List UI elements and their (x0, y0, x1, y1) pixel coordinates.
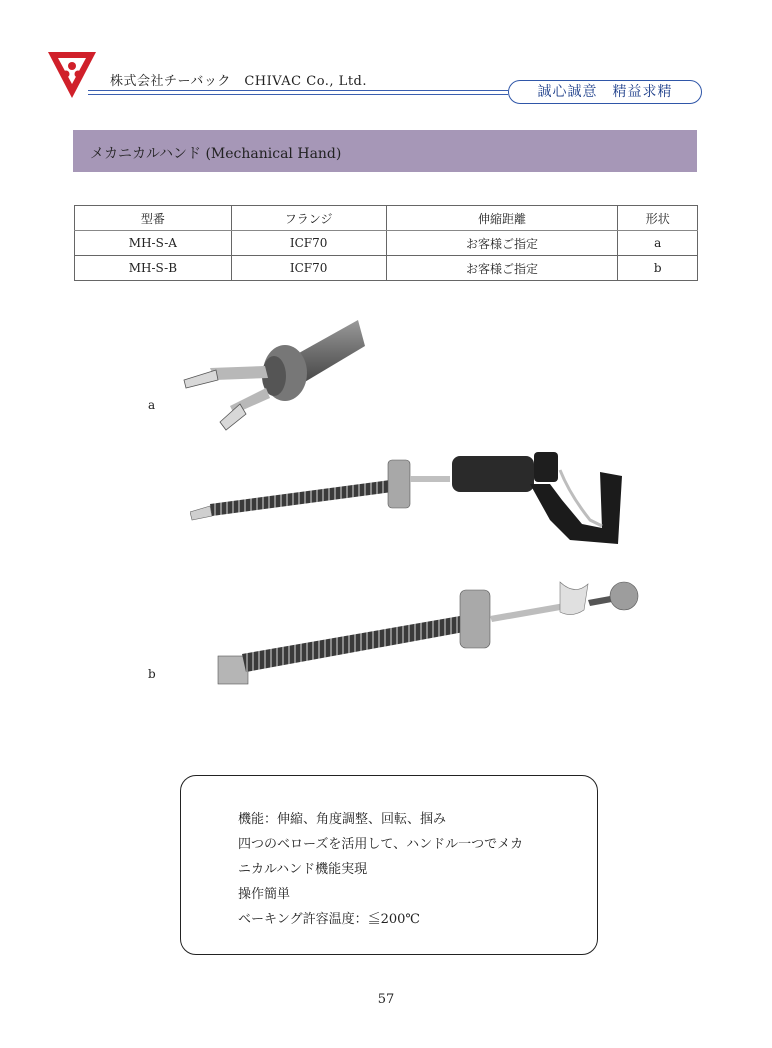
gripper-closeup-illustration (170, 318, 370, 438)
column-header: フランジ (231, 206, 386, 231)
table-header-row (75, 206, 698, 231)
spec-table (74, 205, 698, 281)
feature-line: ベーキング許容温度：≦200℃ (238, 912, 420, 927)
figure-label-b: b (148, 667, 156, 681)
table-cell: お客様ご指定 (386, 256, 618, 281)
section-title: メカニカルハンド (Mechanical Hand) (90, 146, 342, 162)
table-cell: a (618, 231, 698, 256)
figure-label-a: a (148, 398, 156, 412)
table-cell: ICF70 (231, 256, 386, 281)
header-rule (88, 94, 508, 95)
company-name: 株式会社チーバック CHIVAC Co., Ltd. (110, 74, 367, 89)
table-row (75, 231, 698, 256)
table-cell: お客様ご指定 (386, 231, 618, 256)
mechanical-hand-a-illustration (190, 440, 630, 550)
table-cell: MH-S-A (75, 231, 232, 256)
column-header: 伸縮距離 (386, 206, 618, 231)
feature-line: 四つのベローズを活用して、ハンドル一つでメカ (238, 837, 524, 852)
mechanical-hand-b-illustration (210, 572, 640, 702)
table-cell: b (618, 256, 698, 281)
feature-line: ニカルハンド機能実現 (238, 862, 368, 877)
header-rule (88, 90, 508, 91)
column-header: 形状 (618, 206, 698, 231)
feature-line: 機能：伸縮、角度調整、回転、掴み (238, 812, 447, 827)
table-cell: ICF70 (231, 231, 386, 256)
page-number: 57 (377, 992, 395, 1007)
table-row (75, 256, 698, 281)
column-header: 型番 (75, 206, 232, 231)
feature-line: 操作簡単 (238, 887, 291, 902)
table-cell: MH-S-B (75, 256, 232, 281)
motto-badge: 誠心誠意 精益求精 (508, 80, 702, 104)
